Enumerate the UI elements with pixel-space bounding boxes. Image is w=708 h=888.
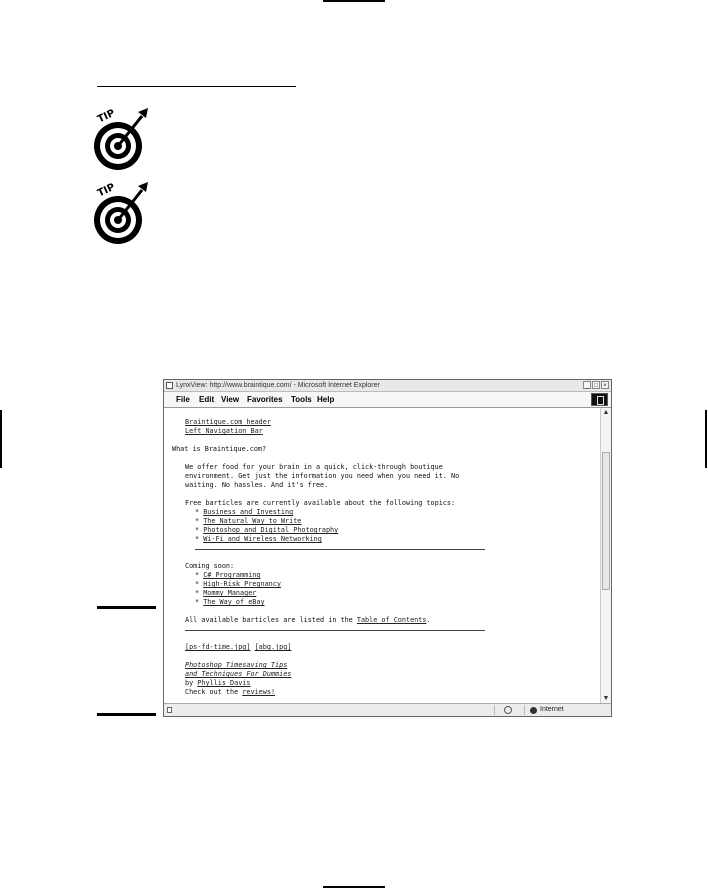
coming-link[interactable]: High-Risk Pregnancy <box>203 580 281 588</box>
divider <box>185 630 485 631</box>
topic-link[interactable]: The Natural Way to Write <box>203 517 302 525</box>
window-controls <box>583 381 609 389</box>
coming-link[interactable]: C# Programming <box>203 571 261 579</box>
window-title: LynxView: http://www.braintique.com/ - Microsoft Internet Explorer <box>176 382 380 389</box>
menu-edit[interactable]: Edit <box>199 395 215 404</box>
scroll-up-icon[interactable]: ▲ <box>602 409 610 416</box>
scroll-thumb[interactable] <box>602 452 610 590</box>
close-button[interactable]: × <box>601 381 609 389</box>
tip-label: TIP <box>95 181 117 200</box>
image-link[interactable]: [abg.jpg] <box>254 643 292 651</box>
toc-line: All available barticles are listed in the Table of Contents. <box>185 616 431 624</box>
list-item: * C# Programming <box>195 571 261 579</box>
page-content <box>164 408 600 704</box>
coming-link[interactable]: The Way of eBay <box>203 598 265 606</box>
browser-window <box>163 379 612 717</box>
security-icon <box>504 706 512 714</box>
coming-link[interactable]: Mommy Manager <box>203 589 257 597</box>
list-item: * Wi-Fi and Wireless Networking <box>195 535 322 543</box>
book-title-link[interactable]: Photoshop Timesaving Tips <box>185 661 288 669</box>
status-divider <box>494 705 495 715</box>
menu-bar <box>164 392 611 408</box>
sidebar-rule-bottom <box>97 713 156 716</box>
page-status-icon <box>167 707 172 713</box>
status-bar <box>164 703 611 716</box>
image-link[interactable]: [ps-fd-time.jpg] <box>185 643 251 651</box>
list-item: * The Way of eBay <box>195 598 265 606</box>
windows-logo-icon <box>591 393 608 406</box>
tip-target-icon <box>92 104 154 174</box>
menu-file[interactable]: File <box>176 395 190 404</box>
section-rule <box>97 86 296 87</box>
byline: by Phyllis Davis <box>185 679 251 687</box>
maximize-button[interactable]: □ <box>592 381 600 389</box>
topic-link[interactable]: Photoshop and Digital Photography <box>203 526 339 534</box>
intro-line: waiting. No hassles. And it's free. <box>185 481 329 489</box>
book-title-link[interactable]: and Techniques For Dummies <box>185 670 292 678</box>
coming-soon-label: Coming soon: <box>185 562 235 570</box>
vertical-scrollbar[interactable] <box>600 408 611 704</box>
internet-globe-icon <box>530 707 537 714</box>
ie-page-icon <box>166 382 173 389</box>
menu-favorites[interactable]: Favorites <box>247 395 283 404</box>
right-margin-mark <box>705 410 707 468</box>
list-item: * Mommy Manager <box>195 589 257 597</box>
menu-view[interactable]: View <box>221 395 240 404</box>
status-divider <box>524 705 525 715</box>
list-item: * High-Risk Pregnancy <box>195 580 281 588</box>
reviews-link[interactable]: reviews! <box>242 688 276 696</box>
header-link[interactable]: Braintique.com header <box>185 418 271 426</box>
free-topics-intro: Free barticles are currently available about the following topics: <box>185 499 456 507</box>
tip-label: TIP <box>95 107 117 126</box>
topic-link[interactable]: Wi-Fi and Wireless Networking <box>203 535 322 543</box>
scroll-down-icon[interactable]: ▼ <box>602 695 610 702</box>
intro-line: We offer food for your brain in a quick, click-through boutique <box>185 463 443 471</box>
list-item: * The Natural Way to Write <box>195 517 302 525</box>
left-margin-mark <box>0 410 2 468</box>
top-page-rule <box>323 0 385 2</box>
tip-target-icon <box>92 178 154 248</box>
toc-link[interactable]: Table of Contents <box>356 616 427 624</box>
topic-link[interactable]: Business and Investing <box>203 508 294 516</box>
page-heading: What is Braintique.com? <box>172 445 267 453</box>
list-item: * Photoshop and Digital Photography <box>195 526 339 534</box>
minimize-button[interactable]: _ <box>583 381 591 389</box>
sidebar-rule-top <box>97 606 156 609</box>
list-item: * Business and Investing <box>195 508 294 516</box>
menu-tools[interactable]: Tools <box>291 395 312 404</box>
nav-link[interactable]: Left Navigation Bar <box>185 427 263 435</box>
intro-line: environment. Get just the information you need when you need it. No <box>185 472 460 480</box>
reviews-line: Check out the reviews! <box>185 688 276 696</box>
divider <box>195 549 485 550</box>
title-bar <box>164 380 611 392</box>
menu-help[interactable]: Help <box>317 395 335 404</box>
author-link[interactable]: Phyllis Davis <box>197 679 251 687</box>
security-zone-label: Internet <box>540 706 564 713</box>
